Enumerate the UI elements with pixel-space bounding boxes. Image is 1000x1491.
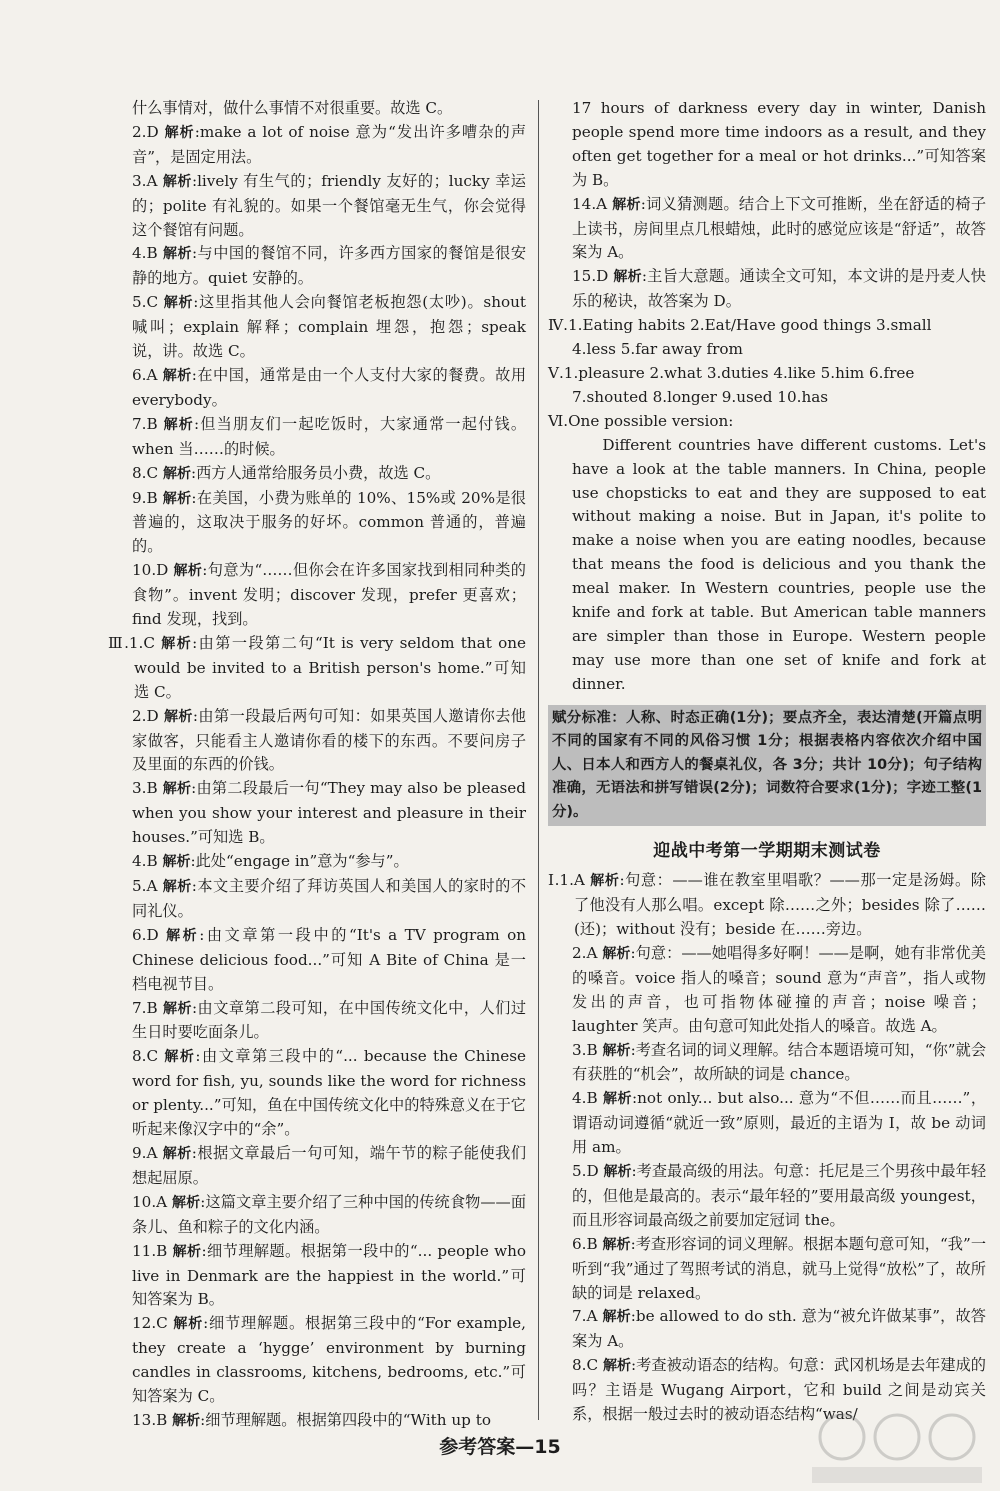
analysis-text: :由第一段最后两句可知：如果英国人邀请你去他家做客，只能看主人邀请你看的楼下的东西。不要问房子及里面的东西的价钱。: [132, 706, 526, 774]
left-item: [108, 997, 526, 1046]
right-bottom-item: [548, 1087, 986, 1160]
analysis-label: 解析: [172, 1194, 201, 1211]
analysis-label: 解析: [602, 1091, 632, 1108]
right-bottom-item: [548, 1160, 986, 1233]
analysis-text: :与中国的餐馆不同，许多西方国家的餐馆是很安静的地方。quiet 安静的。: [132, 244, 527, 288]
column-divider: [538, 100, 539, 1420]
right-bottom-item: [548, 1305, 986, 1354]
analysis-label: 解析: [602, 1042, 631, 1059]
section-v-line2: 7.shouted 8.longer 9.used 10.has: [572, 387, 829, 406]
analysis-label: 解析: [164, 124, 195, 141]
left-item: [108, 632, 526, 705]
left-item: [108, 170, 526, 243]
question-number: 3.B: [572, 1040, 603, 1059]
question-number: 11.B: [132, 1241, 173, 1260]
analysis-text: :由文章第三段中的“... because the Chinese word for fish, yu, sounds like the word for richness or plenty...”可知，鱼在中国传统文化中的特殊意义在于它听起来像汉字中的“余”。: [132, 1047, 526, 1139]
analysis-label: 解析: [602, 1236, 631, 1253]
analysis-label: 解析: [172, 1243, 202, 1260]
left-item: [108, 924, 526, 997]
analysis-text: :句意：——她唱得多好啊！——是啊，她有非常优美的嗓音。voice 指人的嗓音；sound 意为“声音”，指人或物发出的声音，也可指物体碰撞的声音；noise 噪音；laughter 笑声。由句意可知此处指人的嗓音。故选 A。: [572, 943, 986, 1035]
question-number: 3.B: [132, 779, 163, 798]
question-number: 5.C: [132, 293, 164, 312]
analysis-text: :细节理解题。根据第一段中的“... people who live in Denmark are the happiest in the world.”可知答案为 B。: [132, 1241, 527, 1309]
right-bottom-item: [548, 1039, 986, 1088]
right-top-item: [548, 97, 986, 193]
right-bottom-item: [548, 869, 986, 942]
analysis-label: 解析: [603, 1164, 632, 1181]
left-item: [108, 291, 526, 364]
question-number: 7.B: [132, 414, 164, 433]
left-item: [108, 777, 526, 850]
question-number: 8.C: [132, 1047, 165, 1066]
question-number: 15.D: [572, 267, 614, 286]
question-number: 2.A: [572, 943, 603, 962]
analysis-text: :考查名词的词义理解。结合本题语境可知，“你”就会有获胜的“机会”，故所缺的词是 chance。: [572, 1040, 987, 1084]
left-item: [108, 364, 526, 413]
section-v-line1: Ⅴ.1.pleasure 2.what 3.duties 4.like 5.him 6.free: [548, 363, 915, 382]
exam-title: 迎战中考第一学期期末测试卷: [653, 841, 881, 862]
analysis-label: 解析: [166, 927, 200, 944]
question-number: 8.C: [572, 1356, 603, 1375]
question-number: 14.A: [572, 194, 613, 213]
section-vi-intro: Ⅵ.One possible version:: [548, 411, 734, 430]
left-item: [108, 242, 526, 291]
left-item: [108, 850, 526, 875]
question-number: 12.C: [132, 1314, 174, 1333]
analysis-text: :句意为“……但你会在许多国家找到相同种类的食物”。invent 发明；discover 发现，prefer 更喜欢；find 发现，找到。: [132, 561, 526, 629]
right-top-item: [548, 193, 986, 266]
left-item: [108, 1240, 526, 1313]
question-number: 6.B: [572, 1234, 603, 1253]
sample-essay: Different countries have different customs. Let's have a look at the table manners. In China, people use chopsticks to eat and they are supposed to eat without making a noise. But in Japan, it's polite to make a noise when you are eating noodles, because that means the food is delicious and you thank the meal maker. In Western countries, people use the knife and fork at table. But American table manners are simpler than those in Europe. Western people may use more than one set of knife and fork at dinner.: [572, 435, 986, 693]
analysis-label: 解析: [164, 1049, 196, 1066]
analysis-label: 解析: [162, 879, 192, 895]
page-footer: 参考答案—15: [439, 1436, 561, 1458]
left-item: [108, 487, 526, 560]
left-item: [108, 413, 526, 462]
analysis-text: :由文章第二段可知，在中国传统文化中，人们过生日时要吃面条儿。: [132, 998, 527, 1042]
analysis-label: 解析: [163, 708, 193, 725]
right-column: [548, 97, 986, 1427]
analysis-label: 解析: [162, 854, 191, 871]
question-number: 3.A: [132, 171, 163, 190]
analysis-label: 解析: [163, 416, 194, 433]
analysis-text: :细节理解题。根据第三段中的“For example, they create a ‘hygge’ environment by burning candles in classrooms, kitchens, bedrooms, etc.”可知答案为 C。: [132, 1314, 526, 1406]
analysis-label: 解析: [162, 781, 192, 798]
analysis-label: 解析: [161, 635, 193, 652]
analysis-label: 解析: [173, 563, 203, 580]
question-number: 2.D: [132, 122, 165, 141]
question-number: 5.D: [572, 1162, 604, 1181]
analysis-text: 什么事情对，做什么事情不对很重要。故选 C。: [132, 99, 453, 117]
question-number: Ⅲ.1.C: [108, 633, 162, 652]
question-number: 6.D: [132, 925, 167, 944]
analysis-text: :make a lot of noise 意为“发出许多嘈杂的声音”，是固定用法。: [132, 122, 527, 166]
left-item: [108, 1409, 526, 1434]
question-number: 2.D: [132, 706, 164, 725]
analysis-text: :考查被动语态的结构。句意：武冈机场是去年建成的吗？主语是 Wugang Airport，它和 build 之间是动宾关系，根据一般过去时的被动语态结构“was/: [572, 1356, 986, 1424]
analysis-text: :lively 有生气的；friendly 友好的；lucky 幸运的；polite 有礼貌的。如果一个餐馆毫无生气，你会觉得这个餐馆有问题。: [132, 171, 526, 239]
question-number: 8.C: [132, 463, 163, 482]
left-item: [108, 1142, 526, 1191]
analysis-text: :细节理解题。根据第四段中的“With up to: [200, 1410, 491, 1429]
analysis-text: :这里指其他人会向餐馆老板抱怨(太吵)。shout 喊叫；explain 解释；complain 埋怨，抱怨；speak 说，讲。故选 C。: [132, 293, 527, 361]
question-number: 10.D: [132, 561, 174, 580]
watermark-logo: [802, 1407, 992, 1487]
analysis-text: :句意：——谁在教室里唱歌？——那一定是汤姆。除了他没有人那么唱。except 除……之外；besides 除了……(还)；without 没有；beside 在……旁边。: [574, 871, 986, 938]
analysis-text: :根据文章最后一句可知，端午节的粽子能使我们想起屈原。: [132, 1143, 527, 1187]
question-number: 7.A: [572, 1307, 603, 1326]
analysis-label: 解析: [162, 173, 192, 190]
analysis-text: :由文章第一段中的“It's a TV program on Chinese delicious food...”可知 A Bite of China 是一档电视节目。: [132, 925, 527, 993]
question-number: 9.A: [132, 1143, 163, 1162]
analysis-text: :此处“engage in”意为“参与”。: [190, 852, 409, 871]
analysis-label: 解析: [162, 465, 191, 482]
analysis-text: :由第二段最后一句“They may also be pleased when you show your interest and pleasure in their houses.”可知选 B。: [132, 779, 526, 847]
analysis-text: :但当朋友们一起吃饭时，大家通常一起付钱。when 当……的时候。: [132, 414, 527, 458]
left-item: [108, 559, 526, 632]
analysis-text: :主旨大意题。通读全文可知，本文讲的是丹麦人快乐的秘诀，故答案为 D。: [572, 267, 986, 311]
left-item: [108, 1191, 526, 1240]
analysis-label: 解析: [162, 490, 192, 507]
left-item: [108, 462, 526, 487]
analysis-text: :be allowed to do sth. 意为“被允许做某事”，故答案为 A。: [572, 1307, 986, 1351]
left-item: [108, 1045, 526, 1142]
analysis-text: :由第一段第二句“It is very seldom that one would be invited to a British person's home.”可知选 C。: [134, 633, 527, 701]
question-number: 6.A: [132, 365, 163, 384]
analysis-label: 解析: [162, 367, 192, 384]
analysis-label: 解析: [602, 945, 631, 962]
left-item: [108, 121, 526, 170]
question-number: 9.B: [132, 488, 163, 507]
right-bottom-item: [548, 942, 986, 1039]
question-number: 5.A: [132, 877, 163, 895]
analysis-text: :考查形容词的词义理解。根据本题句意可知，“我”一听到“我”通过了驾照考试的消息，就马上觉得“放松”了，故所缺的词是 relaxed。: [572, 1234, 987, 1302]
analysis-label: 解析: [590, 873, 620, 890]
analysis-label: 解析: [612, 196, 641, 213]
question-number: 7.B: [132, 998, 163, 1017]
question-number: 4.B: [132, 852, 163, 871]
analysis-text: :在美国，小费为账单的 10%、15%或 20%是很普遍的，这取决于服务的好坏。common 普通的，普遍的。: [132, 488, 526, 556]
analysis-text: :在中国，通常是由一个人支付大家的餐费。故用 everybody。: [132, 365, 527, 409]
section-iv-line1: Ⅳ.1.Eating habits 2.Eat/Have good things 3.small: [548, 316, 932, 335]
analysis-label: 解析: [172, 1412, 201, 1429]
analysis-label: 解析: [613, 269, 642, 286]
analysis-text: :本文主要介绍了拜访英国人和美国人的家时的不同礼仪。: [132, 877, 527, 920]
left-item: [108, 1312, 526, 1409]
analysis-text: :not only... but also... 意为“不但……而且……”，谓语动词遵循“就近一致”原则，最近的主语为 I，故 be 动词用 am。: [572, 1089, 987, 1157]
left-item: [108, 705, 526, 778]
analysis-label: 解析: [173, 1316, 204, 1333]
left-item: [108, 97, 526, 121]
question-number: 13.B: [132, 1410, 173, 1429]
analysis-label: 解析: [602, 1309, 631, 1326]
analysis-label: 解析: [162, 246, 192, 263]
question-number: 10.A: [132, 1192, 173, 1211]
question-number: Ⅰ.1.A: [548, 871, 591, 890]
left-column: [108, 97, 526, 1434]
analysis-text: :西方人通常给服务员小费，故选 C。: [190, 463, 441, 482]
left-item: [108, 875, 526, 924]
question-number: 4.B: [132, 244, 163, 263]
question-number: 4.B: [572, 1089, 603, 1108]
analysis-label: 解析: [163, 295, 194, 312]
analysis-label: 解析: [162, 1145, 192, 1162]
right-bottom-item: [548, 1233, 986, 1306]
analysis-text: 17 hours of darkness every day in winter, Danish people spend more time indoors as a result, and they often get together for a meal or hot drinks...”可知答案为 B。: [572, 99, 986, 189]
right-column-bottom: [548, 869, 986, 1427]
section-iv-line2: 4.less 5.far away from: [572, 340, 743, 359]
right-top-item: [548, 265, 986, 314]
analysis-label: 解析: [162, 1000, 192, 1017]
analysis-text: :考查最高级的用法。句意：托尼是三个男孩中最年轻的，但他是最高的。表示“最年轻的”要用最高级 youngest，而且形容词最高级之前要加定冠词 the。: [572, 1162, 987, 1229]
scoring-criteria-box: 赋分标准：人称、时态正确(1分)；要点齐全，表达清楚(开篇点明不同的国家有不同的风俗习惯 1分；根据表格内容依次介绍中国人、日本人和西方人的餐桌礼仪，各 3分；共计 10分)；句子结构准确，无语法和拼写错误(2分)；词数符合要求(1分)；字迹工整(1分)。: [548, 705, 986, 827]
analysis-text: :词义猜测题。结合上下文可推断，坐在舒适的椅子上读书，房间里点几根蜡烛，此时的感觉应该是“舒适”，故答案为 A。: [572, 194, 987, 262]
right-column-top: [548, 97, 986, 314]
analysis-label: 解析: [602, 1358, 632, 1375]
analysis-text: :这篇文章主要介绍了三种中国的传统食物——面条儿、鱼和粽子的文化内涵。: [132, 1192, 527, 1236]
